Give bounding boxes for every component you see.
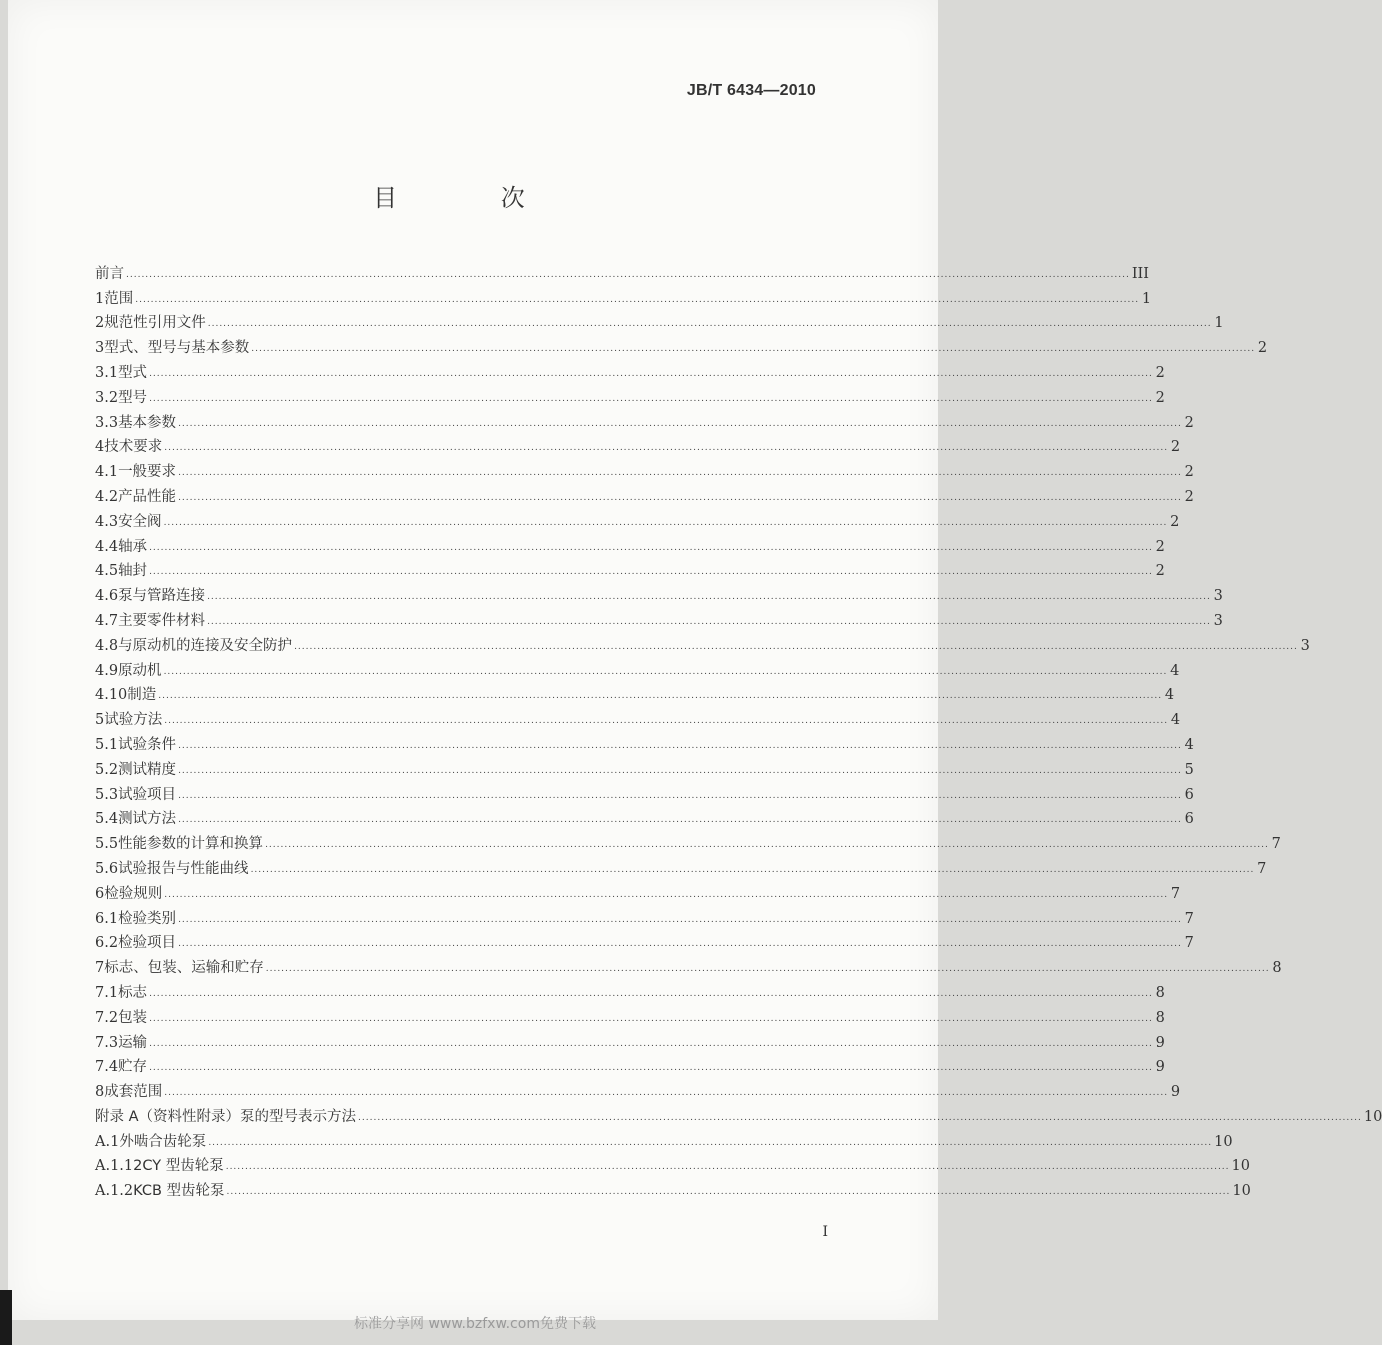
toc-entry-number: 3.2 — [95, 389, 119, 406]
toc-entry-number: 4.4 — [95, 538, 119, 555]
toc-entry[interactable] — [95, 729, 1194, 754]
toc-leader-dots: .................................................................................................................................................................................................................................................................... — [178, 740, 1182, 751]
toc-entry-label: 产品性能 — [118, 488, 177, 505]
toc-entry-page: 2 — [1155, 364, 1165, 381]
toc-entry-page: 10 — [1363, 1108, 1382, 1125]
toc-leader-dots: .................................................................................................................................................................................................................................................................... — [149, 368, 1153, 379]
toc-entry-number: 8 — [95, 1084, 105, 1101]
toc-entry-number: 7.3 — [95, 1034, 119, 1051]
toc-entry-page: 3 — [1213, 588, 1223, 605]
toc-leader-dots: .................................................................................................................................................................................................................................................................... — [149, 1038, 1153, 1049]
toc-entry-label: 测试方法 — [118, 811, 177, 828]
toc-entry-label: 与原动机的连接及安全防护 — [118, 637, 293, 654]
toc-entry-number: 3.3 — [95, 414, 119, 431]
toc-leader-dots: .................................................................................................................................................................................................................................................................... — [164, 716, 1169, 727]
toc-entry[interactable] — [95, 1151, 1250, 1176]
toc-entry-page: 4 — [1170, 712, 1181, 729]
toc-entry[interactable] — [95, 432, 1181, 457]
toc-entry-page: 9 — [1170, 1084, 1181, 1101]
toc-leader-dots: .................................................................................................................................................................................................................................................................... — [208, 1137, 1213, 1148]
toc-entry-page: 7 — [1170, 885, 1181, 902]
toc-leader-dots: .................................................................................................................................................................................................................................................................... — [135, 294, 1140, 305]
toc-entry-page: 2 — [1170, 439, 1181, 456]
toc-entry[interactable] — [95, 952, 1282, 977]
toc-entry-label: 附录 A（资料性附录）泵的型号表示方法 — [95, 1108, 357, 1125]
toc-entry-page: 3 — [1300, 637, 1310, 654]
toc-entry-page: 2 — [1184, 488, 1194, 505]
toc-leader-dots: .................................................................................................................................................................................................................................................................... — [226, 1187, 1231, 1198]
toc-entry-page: 4 — [1184, 736, 1194, 753]
toc-entry-label: 基本参数 — [118, 414, 177, 431]
toc-entry-page: 6 — [1184, 786, 1194, 803]
toc-leader-dots: .................................................................................................................................................................................................................................................................... — [149, 1063, 1153, 1074]
toc-leader-dots: .................................................................................................................................................................................................................................................................... — [225, 1162, 1230, 1173]
toc-entry[interactable] — [95, 754, 1194, 779]
toc-entry[interactable] — [95, 556, 1165, 581]
toc-entry[interactable] — [95, 655, 1180, 680]
toc-entry-label: 检验规则 — [104, 885, 163, 902]
toc-leader-dots: .................................................................................................................................................................................................................................................................... — [178, 765, 1182, 776]
toc-entry-label: 主要零件材料 — [118, 612, 206, 629]
toc-entry-page: 8 — [1155, 1009, 1165, 1026]
toc-entry-page: 7 — [1257, 860, 1267, 877]
toc-entry-number: 4.3 — [95, 513, 119, 530]
toc-entry-number: 5.4 — [95, 811, 119, 828]
toc-entry-number: 6.1 — [95, 910, 119, 927]
toc-entry-label: 一般要求 — [118, 464, 177, 481]
toc-entry-label: 标志、包装、运输和贮存 — [104, 960, 264, 977]
toc-entry-label: 检验项目 — [118, 935, 177, 952]
toc-entry-page: 8 — [1272, 960, 1282, 977]
toc-entry-number: 5 — [95, 712, 105, 729]
toc-entry[interactable] — [95, 853, 1267, 878]
toc-entry[interactable] — [95, 456, 1194, 481]
toc-entry-label: 包装 — [118, 1009, 148, 1026]
toc-entry-page: 10 — [1231, 1158, 1250, 1175]
toc-entry-number: 4.8 — [95, 637, 119, 654]
toc-leader-dots: .................................................................................................................................................................................................................................................................... — [149, 1013, 1153, 1024]
toc-entry-page: 5 — [1184, 761, 1194, 778]
toc-leader-dots: .................................................................................................................................................................................................................................................................... — [251, 344, 1256, 355]
toc-entry-number: 7 — [95, 960, 105, 977]
toc-leader-dots: .................................................................................................................................................................................................................................................................... — [178, 418, 1182, 429]
toc-leader-dots: .................................................................................................................................................................................................................................................................... — [126, 269, 1130, 280]
toc-leader-dots: .................................................................................................................................................................................................................................................................... — [178, 790, 1182, 801]
toc-leader-dots: .................................................................................................................................................................................................................................................................... — [149, 542, 1153, 553]
toc-entry-number: A.1.2 — [95, 1183, 134, 1200]
toc-entry-page: 2 — [1155, 538, 1165, 555]
toc-entry-label: 2CY 型齿轮泵 — [133, 1158, 224, 1175]
toc-leader-dots: .................................................................................................................................................................................................................................................................... — [149, 988, 1153, 999]
toc-entry-number: A.1.1 — [95, 1158, 134, 1175]
toc-entry-label: 规范性引用文件 — [104, 315, 206, 332]
toc-entry-number: 7.2 — [95, 1009, 119, 1026]
toc-entry[interactable] — [95, 878, 1181, 903]
toc-entry-number: A.1 — [95, 1133, 120, 1150]
toc-entry-number: 4.7 — [95, 612, 119, 629]
toc-entry-label: 贮存 — [118, 1059, 148, 1076]
toc-entry[interactable] — [95, 1002, 1165, 1027]
toc-entry-number: 4.2 — [95, 488, 119, 505]
toc-entry-page: 10 — [1214, 1133, 1233, 1150]
toc-entry-number: 4.1 — [95, 464, 119, 481]
toc-entry[interactable] — [95, 580, 1223, 605]
toc-entry-number: 5.3 — [95, 786, 119, 803]
toc-entry[interactable] — [95, 382, 1165, 407]
toc-entry-label: 制造 — [127, 687, 157, 704]
page-title: 目 次 — [373, 184, 573, 212]
toc-entry[interactable] — [95, 779, 1194, 804]
toc-entry-page: 7 — [1184, 910, 1194, 927]
toc-entry[interactable] — [95, 481, 1194, 506]
toc-entry[interactable] — [95, 704, 1181, 729]
toc-leader-dots: .................................................................................................................................................................................................................................................................... — [163, 666, 1168, 677]
toc-entry-label: 型式 — [118, 364, 148, 381]
toc-entry-page: 2 — [1170, 513, 1180, 530]
toc-entry[interactable] — [95, 680, 1175, 705]
toc-entry-number: 5.2 — [95, 761, 119, 778]
toc-entry[interactable] — [95, 357, 1165, 382]
toc-leader-dots: .................................................................................................................................................................................................................................................................... — [164, 889, 1169, 900]
toc-entry-number: 5.1 — [95, 736, 119, 753]
toc-entry-number: 2 — [95, 315, 105, 332]
toc-leader-dots: .................................................................................................................................................................................................................................................................... — [149, 567, 1153, 578]
toc-entry-number: 3.1 — [95, 364, 119, 381]
toc-entry-number: 7.1 — [95, 984, 119, 1001]
toc-entry-page: 6 — [1184, 811, 1194, 828]
toc-entry-number: 5.6 — [95, 860, 119, 877]
toc-leader-dots: .................................................................................................................................................................................................................................................................... — [207, 592, 1211, 603]
table-of-contents — [95, 258, 1382, 1200]
toc-entry[interactable] — [95, 1052, 1165, 1077]
toc-entry[interactable] — [95, 1027, 1165, 1052]
toc-entry-label: 轴封 — [118, 563, 148, 580]
toc-entry[interactable] — [95, 1101, 1382, 1126]
toc-entry-number: 3 — [95, 340, 105, 357]
toc-entry[interactable] — [95, 506, 1180, 531]
toc-entry-page: 2 — [1155, 389, 1165, 406]
toc-leader-dots: .................................................................................................................................................................................................................................................................... — [164, 443, 1169, 454]
toc-leader-dots: .................................................................................................................................................................................................................................................................... — [178, 914, 1182, 925]
toc-leader-dots: .................................................................................................................................................................................................................................................................... — [178, 815, 1182, 826]
toc-entry-label: 原动机 — [118, 662, 162, 679]
toc-entry-label: 轴承 — [118, 538, 148, 555]
toc-entry-page: 3 — [1213, 612, 1223, 629]
toc-entry[interactable] — [95, 928, 1194, 953]
toc-entry-label: 测试精度 — [118, 761, 177, 778]
toc-entry-page: 2 — [1257, 340, 1268, 357]
toc-entry-label: 前言 — [95, 265, 124, 282]
watermark-text: 标准分享网 www.bzfxw.com免费下载 — [354, 1316, 596, 1332]
toc-entry[interactable] — [95, 630, 1310, 655]
toc-entry[interactable] — [95, 531, 1165, 556]
toc-entry[interactable] — [95, 308, 1224, 333]
toc-entry-page: 2 — [1155, 563, 1165, 580]
toc-entry[interactable] — [95, 804, 1194, 829]
toc-entry[interactable] — [95, 605, 1223, 630]
toc-leader-dots: .................................................................................................................................................................................................................................................................... — [250, 864, 1255, 875]
toc-entry-label: 试验报告与性能曲线 — [118, 860, 249, 877]
toc-leader-dots: .................................................................................................................................................................................................................................................................... — [164, 1088, 1169, 1099]
toc-entry-label: 试验条件 — [118, 736, 177, 753]
toc-leader-dots: .................................................................................................................................................................................................................................................................... — [358, 1112, 1362, 1123]
toc-entry-number: 4 — [95, 439, 105, 456]
toc-entry[interactable] — [95, 283, 1152, 308]
toc-entry-number: 7.4 — [95, 1059, 119, 1076]
toc-entry-label: 运输 — [118, 1034, 148, 1051]
document-page — [8, 0, 1382, 1320]
toc-entry-page: 9 — [1155, 1034, 1165, 1051]
toc-entry-page: 1 — [1214, 315, 1224, 332]
toc-entry-label: 型号 — [118, 389, 148, 406]
toc-entry[interactable] — [95, 1076, 1181, 1101]
toc-entry-label: 检验类别 — [118, 910, 177, 927]
toc-entry-number: 4.9 — [95, 662, 119, 679]
toc-entry[interactable] — [95, 1175, 1251, 1200]
toc-entry[interactable] — [95, 828, 1281, 853]
toc-leader-dots: .................................................................................................................................................................................................................................................................... — [178, 939, 1182, 950]
toc-entry-page: 10 — [1232, 1183, 1251, 1200]
toc-entry-page: 8 — [1155, 984, 1165, 1001]
toc-entry-number: 1 — [95, 290, 105, 307]
standard-code: JB/T 6434—2010 — [686, 82, 816, 99]
toc-entry[interactable] — [95, 407, 1194, 432]
toc-entry-label: 外啮合齿轮泵 — [119, 1133, 207, 1150]
toc-entry-label: 范围 — [104, 290, 134, 307]
toc-leader-dots: .................................................................................................................................................................................................................................................................... — [178, 492, 1182, 503]
toc-entry[interactable] — [95, 977, 1165, 1002]
toc-leader-dots: .................................................................................................................................................................................................................................................................... — [207, 319, 1212, 330]
toc-entry-label: 安全阀 — [118, 513, 162, 530]
toc-entry-page: 7 — [1271, 836, 1281, 853]
toc-entry-number: 4.6 — [95, 588, 119, 605]
toc-entry-page: 2 — [1184, 414, 1194, 431]
toc-entry-label: 标志 — [118, 984, 148, 1001]
toc-entry-page: 7 — [1184, 935, 1194, 952]
toc-entry-number: 5.5 — [95, 836, 119, 853]
toc-entry-label: 成套范围 — [104, 1084, 163, 1101]
toc-entry-page: 9 — [1155, 1059, 1165, 1076]
toc-leader-dots: .................................................................................................................................................................................................................................................................... — [265, 840, 1269, 851]
toc-leader-dots: .................................................................................................................................................................................................................................................................... — [207, 616, 1211, 627]
toc-entry[interactable] — [95, 332, 1268, 357]
toc-entry-number: 4.10 — [95, 687, 128, 704]
toc-leader-dots: .................................................................................................................................................................................................................................................................... — [149, 393, 1153, 404]
toc-leader-dots: .................................................................................................................................................................................................................................................................... — [265, 964, 1270, 975]
toc-entry[interactable] — [95, 903, 1194, 928]
toc-entry-page: 1 — [1141, 290, 1152, 307]
toc-entry-label: 试验方法 — [104, 712, 163, 729]
toc-entry-page: 2 — [1184, 464, 1194, 481]
toc-entry-number: 6.2 — [95, 935, 119, 952]
toc-entry-page: III — [1131, 265, 1150, 282]
toc-entry-label: 泵与管路连接 — [118, 588, 206, 605]
page-number: I — [822, 1224, 828, 1240]
toc-entry-label: 性能参数的计算和换算 — [118, 836, 264, 853]
toc-entry[interactable] — [95, 1126, 1233, 1151]
toc-leader-dots: .................................................................................................................................................................................................................................................................... — [158, 691, 1163, 702]
toc-leader-dots: .................................................................................................................................................................................................................................................................... — [163, 517, 1168, 528]
toc-leader-dots: .................................................................................................................................................................................................................................................................... — [178, 468, 1182, 479]
toc-entry-page: 4 — [1164, 687, 1175, 704]
toc-entry-number: 4.5 — [95, 563, 119, 580]
toc-entry-label: 技术要求 — [104, 439, 163, 456]
toc-entry-label: 试验项目 — [118, 786, 177, 803]
toc-entry-label: KCB 型齿轮泵 — [133, 1183, 225, 1200]
toc-leader-dots: .................................................................................................................................................................................................................................................................... — [294, 641, 1298, 652]
toc-entry-label: 型式、型号与基本参数 — [104, 340, 250, 357]
toc-entry[interactable] — [95, 258, 1150, 283]
toc-entry-number: 6 — [95, 885, 105, 902]
toc-entry-page: 4 — [1170, 662, 1180, 679]
